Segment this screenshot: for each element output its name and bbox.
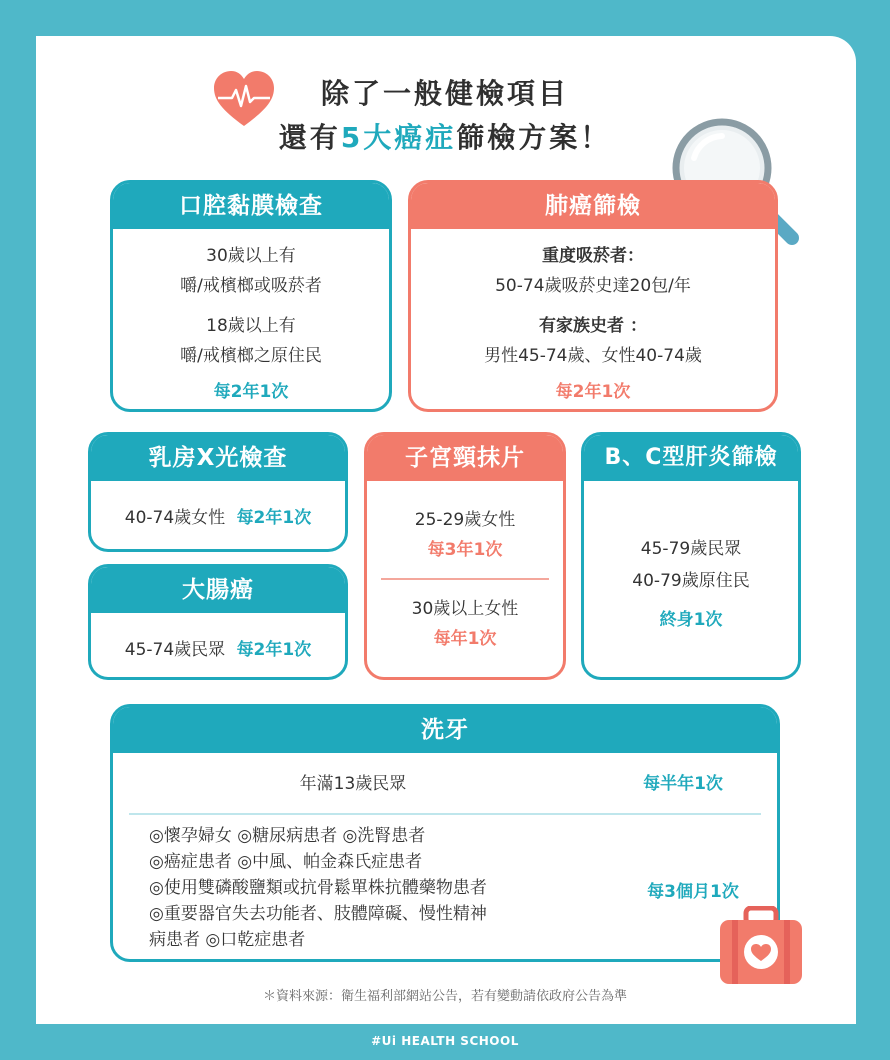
colon-text: 45-74歲民眾 <box>124 640 226 660</box>
breast-screening-title: 乳房X光檢查 <box>91 435 345 481</box>
medical-kit-icon <box>718 906 804 986</box>
breast-screening-card <box>88 432 348 552</box>
cervical-screening-title: 子宮頸抹片 <box>367 435 563 481</box>
title-accent: 5大癌症 <box>340 121 457 154</box>
oral-screening-card <box>110 180 392 412</box>
lung-line-4: 男性45-74歲、女性40-74歲 <box>484 346 702 366</box>
footer-brand: #Ui HEALTH SCHOOL <box>371 1034 519 1048</box>
hepatitis-line-1: 45-79歲民眾 <box>640 539 742 559</box>
dental-row2-line: ◎懷孕婦女 ◎糖尿病患者 ◎洗腎患者 <box>149 826 426 846</box>
oral-line-4: 嚼/戒檳榔之原住民 <box>180 346 322 366</box>
source-note: ＊資料來源：衛生福利部網站公告，若有變動請依政府公告為準 <box>262 989 627 1004</box>
dental-row2-line: ◎使用雙磷酸鹽類或抗骨鬆單株抗體藥物患者 <box>149 878 487 898</box>
cervix-line-1: 25-29歲女性 <box>414 510 516 530</box>
lung-screening-card <box>408 180 778 412</box>
dental-row2-line: 病患者 ◎口乾症患者 <box>149 930 306 950</box>
breast-frequency: 每2年1次 <box>236 508 312 528</box>
colon-screening-card <box>88 564 348 680</box>
dental-row2-frequency: 每3個月1次 <box>647 882 739 902</box>
colon-frequency: 每2年1次 <box>236 640 312 660</box>
oral-line-1: 30歲以上有 <box>206 246 296 266</box>
dental-cleaning-title: 洗牙 <box>113 707 777 753</box>
cervical-screening-card <box>364 432 566 680</box>
dental-row2-line: ◎重要器官失去功能者、肢體障礙、慢性精神 <box>149 904 487 924</box>
dental-row2-list <box>113 815 583 953</box>
hepatitis-frequency: 終身1次 <box>659 610 723 630</box>
lung-screening-title: 肺癌篩檢 <box>411 183 775 229</box>
title-prefix: 還有 <box>278 121 341 154</box>
hepatitis-screening-title: B、C型肝炎篩檢 <box>584 435 798 481</box>
dental-row2-line: ◎癌症患者 ◎中風、帕金森氏症患者 <box>149 852 423 872</box>
breast-text: 40-74歲女性 <box>124 508 226 528</box>
oral-line-2: 嚼/戒檳榔或吸菸者 <box>180 276 322 296</box>
hepatitis-line-2: 40-79歲原住民 <box>632 571 750 591</box>
lung-line-3: 有家族史者 ： <box>539 316 647 336</box>
page-title-line1: 除了一般健檢項目 <box>320 77 569 110</box>
oral-frequency: 每2年1次 <box>213 382 289 402</box>
cervix-frequency-1: 每3年1次 <box>427 540 503 560</box>
lung-line-2: 50-74歲吸菸史達20包/年 <box>495 276 691 296</box>
lung-frequency: 每2年1次 <box>555 382 631 402</box>
oral-screening-title: 口腔黏膜檢查 <box>113 183 389 229</box>
cervix-line-2: 30歲以上女性 <box>411 599 519 619</box>
title-suffix: 篩檢方案！ <box>456 121 612 154</box>
hepatitis-screening-card <box>581 432 801 680</box>
lung-line-1: 重度吸菸者： <box>542 246 644 266</box>
dental-row1-frequency: 每半年1次 <box>643 774 723 794</box>
dental-cleaning-card <box>110 704 780 962</box>
cervix-frequency-2: 每年1次 <box>433 629 497 649</box>
colon-screening-title: 大腸癌 <box>91 567 345 613</box>
oral-line-3: 18歲以上有 <box>206 316 296 336</box>
dental-row1-text: 年滿13歲民眾 <box>299 774 407 794</box>
